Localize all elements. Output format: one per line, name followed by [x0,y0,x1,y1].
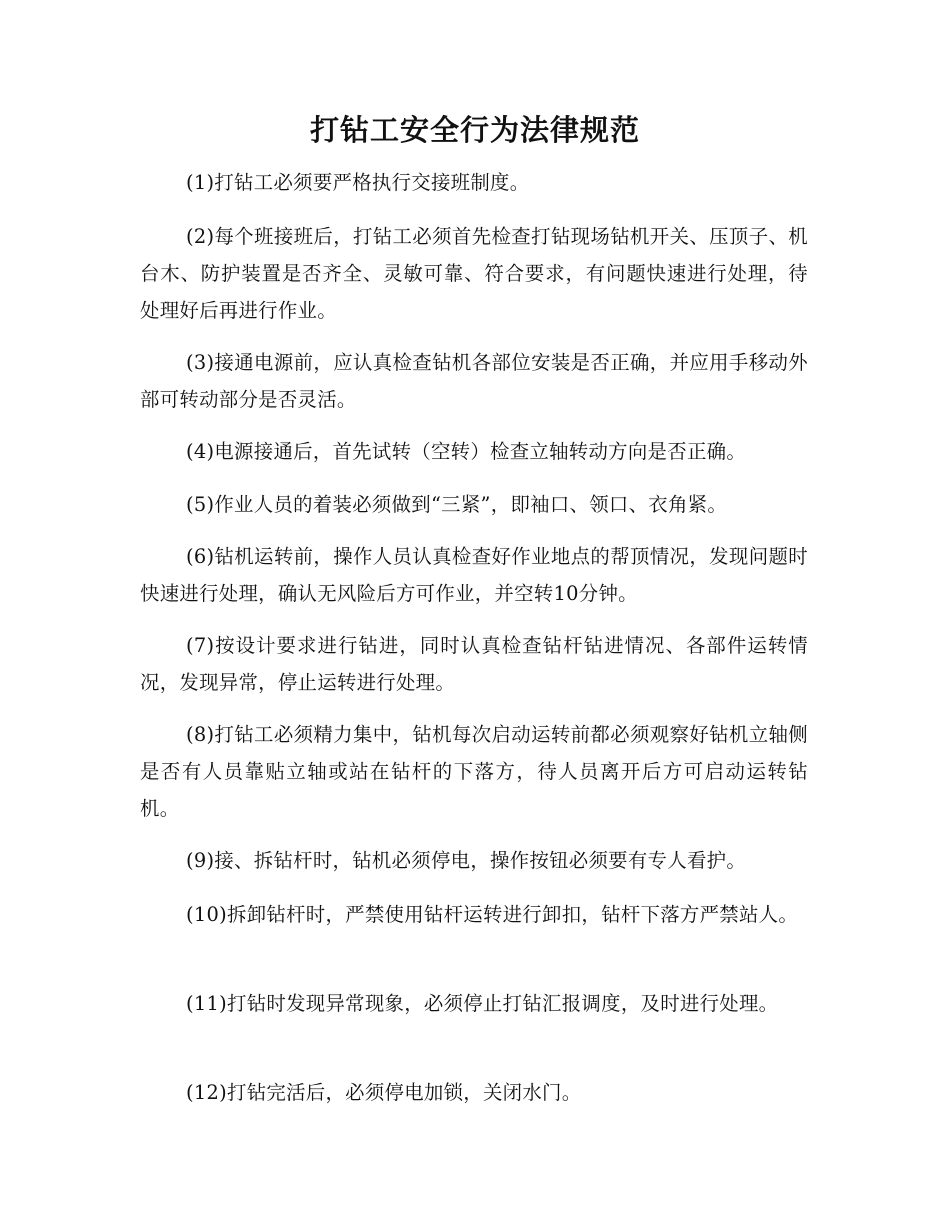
paragraph-5: (5)作业人员的着装必须做到“三紧”，即袖口、领口、衣角紧。 [186,493,728,516]
paragraph-8: (8)打钻工必须精力集中，钻机每次启动运转前都必须观察好钻机立轴侧是否有人员靠贴立轴或站在钻杆的下落方，待人员离开后方可启动运转钻机。 [140,723,808,820]
paragraph-11: (11)打钻时发现异常现象，必须停止打钻汇报调度，及时进行处理。 [186,992,779,1015]
document-title: 打钻工安全行为法律规范 [309,113,640,147]
paragraph-12: (12)打钻完活后，必须停电加锁，关闭水门。 [186,1081,582,1104]
paragraph-1: (1)打钻工必须要严格执行交接班制度。 [186,171,530,194]
paragraph-7: (7)按设计要求进行钻进，同时认真检查钻杆钻进情况、各部件运转情况，发现异常，停止运转进行处理。 [140,634,808,694]
paragraph-4: (4)电源接通后，首先试转（空转）检查立轴转动方向是否正确。 [186,440,747,463]
paragraph-2: (2)每个班接班后，打钻工必须首先检查打钻现场钻机开关、压顶子、机台木、防护装置是否齐全、灵敏可靠、符合要求，有问题快速进行处理，待处理好后再进行作业。 [140,225,808,322]
paragraph-9: (9)接、拆钻杆时，钻机必须停电，操作按钮必须要有专人看护。 [186,849,747,872]
paragraph-3: (3)接通电源前，应认真检查钻机各部位安装是否正确，并应用手移动外部可转动部分是否灵活。 [140,351,808,411]
paragraph-6: (6)钻机运转前，操作人员认真检查好作业地点的帮顶情况，发现问题时快速进行处理，确认无风险后方可作业，并空转10分钟。 [140,545,808,605]
paragraph-10: (10)拆卸钻杆时，严禁使用钻杆运转进行卸扣，钻杆下落方严禁站人。 [186,903,799,926]
